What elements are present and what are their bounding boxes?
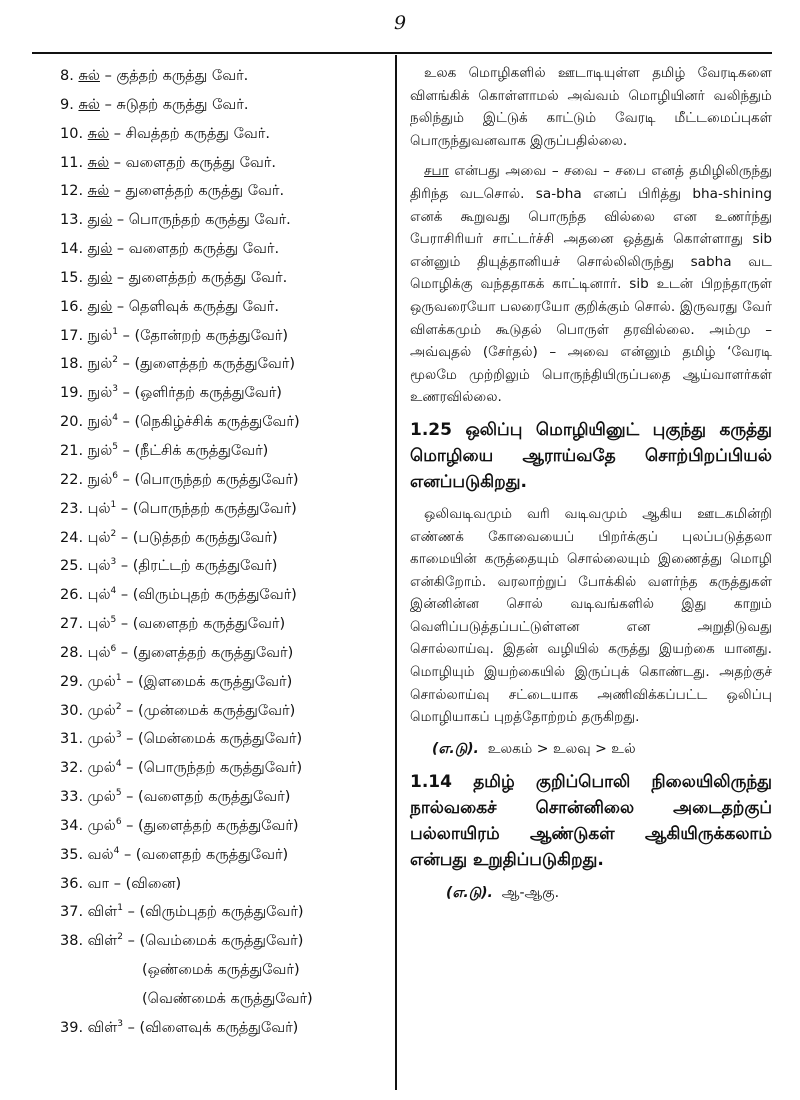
entry-meaning: – (வளைதற் கருத்துவேர்): [126, 789, 291, 806]
entry-superscript: 1: [112, 326, 118, 337]
entry-root: துல்: [87, 212, 113, 229]
entry-number: 20.: [60, 414, 84, 431]
paragraph-2: சபா என்பது அவை – சவை – சபை எனத் தமிழிலிருந்து திரிந்த வடசொல். sa-bha எனப் பிரித்து bha-shining எனக் கூறுவது பொருந்த வில்லை என உணர்ந்து பேராசிரியர் சாட்டர்ச்சி அதனை ஒத்துக் கொள்ளாது sib என்னும் தியுத்தானியச் சொல்லிலிருந்து sabha வட மொழிக்கு வந்ததாகக் காட்டினார். sib உடன் பிறந்தாருள் ஒருவரையோ பலரையோ குறிக்கும் சொல். இருவரது வேர் விளக்கமும் கூடுதல் பொருள் தரவில்லை. அம்மு – அவ்வுதல் (சேர்தல்) – அவை என்னும் தமிழ் ‘வேரடி மூலமே முற்றிலும் பொருந்தியிருப்பதை ஆய்வாளர்கள் உணரவில்லை.: [410, 163, 772, 406]
root-entry: [60, 293, 390, 322]
root-entry: [60, 841, 390, 870]
entry-meaning: – (படுத்தற் கருத்துவேர்): [120, 529, 278, 546]
entry-superscript: 2: [115, 701, 122, 712]
root-entry: [60, 581, 390, 610]
entry-number: 23.: [60, 500, 84, 517]
entry-root: துல்: [87, 298, 113, 315]
entry-number: 19.: [60, 385, 84, 402]
root-entry: [60, 783, 390, 812]
entry-number: 21.: [60, 442, 84, 459]
entry-root: புல்: [87, 500, 111, 517]
entry-meaning: – (இளமைக் கருத்துவேர்): [126, 673, 293, 690]
entry-number: 11.: [60, 154, 84, 171]
underlined-word: சபா: [424, 163, 449, 180]
section-heading-1-14: 1.14 தமிழ் குறிப்பொலி நிலையிலிருந்து நால்வகைச் சொன்னிலை அடைதற்குப் பல்லாயிரம் ஆண்டுகள் ஆகியிருக்கலாம் என்பது உறுதிப்படுகிறது.: [410, 771, 772, 870]
entry-number: 12.: [60, 183, 84, 200]
entry-superscript: 6: [110, 643, 117, 654]
entry-root: நுல்: [87, 327, 113, 344]
entry-continuation: (வெண்மைக் கருத்துவேர்): [142, 991, 313, 1007]
entry-meaning: – (தோன்றற் கருத்துவேர்): [122, 327, 288, 344]
entry-number: 25.: [60, 558, 84, 575]
entry-root: புல்: [87, 616, 111, 633]
entry-root: வல்: [87, 846, 114, 863]
entry-root: முல்: [87, 789, 116, 806]
entry-meaning: – (துளைத்தற் கருத்துவேர்): [120, 644, 294, 661]
entry-root: புல்: [87, 529, 111, 546]
entry-number: 17.: [60, 327, 84, 344]
entry-meaning: – (வளைதற் கருத்துவேர்): [120, 616, 286, 633]
root-entry: [60, 927, 390, 956]
entry-meaning: – (விரும்புதற் கருத்துவேர்): [120, 587, 297, 604]
entry-number: 38.: [60, 933, 84, 950]
root-entry: [60, 898, 390, 927]
entry-meaning: – துளைத்தற் கருத்து வேர்.: [113, 183, 285, 200]
root-entry: [60, 350, 390, 379]
root-entry: [60, 725, 390, 754]
entry-root: வா: [87, 875, 110, 892]
paragraph-1: உலக மொழிகளில் ஊடாடியுள்ள தமிழ் வேரடிகளை விளங்கிக் கொள்ளாமல் அவ்வம் மொழியினர் வலிந்தும் நலிந்தும் இட்டுக் காட்டும் வேரடி மீட்டமைப்புகள் பொருந்துவனவாக இருப்பதில்லை.: [410, 65, 772, 149]
entry-meaning: – (வெம்மைக் கருத்துவேர்): [127, 933, 304, 950]
entry-meaning: – (பொருந்தற் கருத்துவேர்): [126, 760, 303, 777]
entry-meaning: – வளைதற் கருத்து வேர்.: [113, 154, 276, 171]
entry-number: 33.: [60, 789, 84, 806]
entry-meaning: – (மென்மைக் கருத்துவேர்): [126, 731, 303, 748]
root-entry: [60, 697, 390, 726]
entry-meaning: – (பொருந்தற் கருத்துவேர்): [122, 471, 299, 488]
example-2: (எ.டு). ஆ-ஆகு.: [446, 884, 560, 901]
root-entry: [60, 610, 390, 639]
root-entry: [60, 668, 390, 697]
root-entry: [60, 120, 390, 149]
entry-meaning: – (ஒளிர்தற் கருத்துவேர்): [122, 385, 282, 402]
entry-number: 16.: [60, 298, 84, 315]
root-entry: [60, 466, 390, 495]
root-entry: [60, 91, 390, 120]
entry-superscript: 5: [110, 615, 117, 626]
entry-root: துல்: [87, 269, 113, 286]
entry-number: 9.: [60, 96, 74, 113]
root-entry: [60, 870, 390, 899]
root-entry: [60, 639, 390, 668]
entry-meaning: – (பொருந்தற் கருத்துவேர்): [120, 500, 297, 517]
entry-meaning: – (நீட்சிக் கருத்துவேர்): [122, 442, 269, 459]
entry-number: 29.: [60, 673, 84, 690]
entry-root: முல்: [87, 817, 116, 834]
entry-root: நுல்: [87, 442, 113, 459]
entry-root: விள்: [87, 904, 118, 921]
entry-number: 37.: [60, 904, 84, 921]
entry-superscript: 6: [115, 816, 122, 827]
entry-superscript: 5: [112, 441, 118, 452]
root-entry: [60, 206, 390, 235]
entry-number: 15.: [60, 269, 84, 286]
left-column: [60, 62, 390, 1043]
root-entry: [60, 812, 390, 841]
entry-meaning: – (முன்மைக் கருத்துவேர்): [126, 702, 296, 719]
entry-superscript: 1: [115, 672, 122, 683]
entry-number: 30.: [60, 702, 84, 719]
entry-superscript: 4: [112, 413, 118, 424]
entry-number: 22.: [60, 471, 84, 488]
entry-meaning: – குத்தற் கருத்து வேர்.: [104, 68, 249, 84]
entry-meaning: – சிவத்தற் கருத்து வேர்.: [113, 125, 270, 142]
entry-number: 36.: [60, 875, 84, 892]
entry-number: 13.: [60, 212, 84, 229]
entry-number: 18.: [60, 356, 84, 373]
entry-root: விள்: [87, 933, 118, 950]
root-entry: [60, 495, 390, 524]
entry-root: புல்: [87, 587, 111, 604]
entry-root: சுல்: [78, 96, 100, 113]
entry-superscript: 4: [110, 586, 117, 597]
root-entry: [60, 149, 390, 178]
root-entry: [60, 379, 390, 408]
entry-number: 10.: [60, 125, 84, 142]
entry-superscript: 3: [112, 384, 118, 395]
entry-number: 27.: [60, 616, 84, 633]
entry-superscript: 3: [110, 557, 117, 568]
entry-superscript: 4: [113, 845, 120, 856]
right-column: [410, 62, 772, 905]
entry-meaning: – வளைதற் கருத்து வேர்.: [116, 241, 280, 258]
entry-root: சுல்: [87, 154, 110, 171]
paragraph-3: ஒலிவடிவமும் வரி வடிவமும் ஆகிய ஊடகமின்றி எண்ணக் கோவையைப் பிறர்க்குப் புலப்படுத்தலா காமையின் கருத்தையும் சொல்லையும் இணைத்து மொழி என்கிறோம். வரலாற்றுப் போக்கில் வளர்ந்த கருத்துகள் இன்னின்ன சொல் வடிவங்களில் இது காறும் வெளிப்படுத்தப்பட்டுள்ளன என அறுதிடுவது சொல்லாய்வு. இதன் வழியில் கருத்து இயற்கை யானது. மொழியும் இயற்கையில் இருப்புக் கொண்டது. அதற்குச் சொல்லாய்வு சட்டையாக அணிவிக்கப்பட்ட ஒலிப்பு மொழியாகப் புறத்தோற்றம் தருகிறது.: [410, 505, 772, 726]
entry-superscript: 6: [112, 470, 118, 481]
root-entry: [60, 235, 390, 264]
root-entry: [60, 408, 390, 437]
entry-number: 28.: [60, 644, 84, 661]
entry-number: 34.: [60, 817, 84, 834]
top-rule: [32, 52, 772, 54]
entry-root: சுல்: [87, 125, 110, 142]
entry-number: 24.: [60, 529, 84, 546]
entry-continuation: (ஒண்மைக் கருத்துவேர்): [142, 962, 300, 979]
root-entry: [60, 552, 390, 581]
entry-root: நுல்: [87, 385, 113, 402]
column-divider: [395, 55, 397, 1090]
entry-meaning: – (துளைத்தற் கருத்துவேர்): [126, 817, 299, 834]
entry-number: 14.: [60, 241, 84, 258]
root-entry: [60, 524, 390, 553]
entry-meaning: – (நெகிழ்ச்சிக் கருத்துவேர்): [122, 414, 300, 431]
entry-root: விள்: [87, 1019, 118, 1036]
entry-root: சுல்: [78, 68, 100, 84]
root-entry: [60, 62, 390, 91]
entry-number: 31.: [60, 731, 84, 748]
entry-root: நுல்: [87, 471, 113, 488]
entry-root: சுல்: [87, 183, 110, 200]
entry-number: 32.: [60, 760, 84, 777]
entry-meaning: – தெளிவுக் கருத்து வேர்.: [116, 298, 279, 315]
entry-meaning: – (துளைத்தற் கருத்துவேர்): [122, 356, 295, 373]
root-entry: [60, 1014, 390, 1043]
entry-meaning: – (வளைதற் கருத்துவேர்): [123, 846, 289, 863]
page-number: 9: [393, 12, 407, 34]
entry-superscript: 1: [110, 499, 117, 510]
entry-root: முல்: [87, 760, 116, 777]
entry-superscript: 3: [117, 1018, 123, 1029]
root-entry: [60, 322, 390, 351]
example-1: (எ.டு). உலகம் > உலவு > உல்: [432, 740, 636, 757]
entry-root: துல்: [87, 241, 113, 258]
root-entry: [60, 437, 390, 466]
entry-root: முல்: [87, 702, 116, 719]
entry-meaning: – (விரும்புதற் கருத்துவேர்): [127, 904, 304, 921]
entry-superscript: 1: [117, 903, 123, 914]
entry-root: முல்: [87, 673, 116, 690]
root-entry: [60, 754, 390, 783]
root-entry: [60, 264, 390, 293]
entry-meaning: – (வினை): [113, 875, 182, 892]
entry-meaning: – துளைத்தற் கருத்து வேர்.: [116, 269, 288, 286]
entry-superscript: 3: [115, 730, 122, 741]
entry-superscript: 2: [110, 528, 117, 539]
entry-number: 35.: [60, 846, 84, 863]
entry-meaning: – (திரட்டற் கருத்துவேர்): [120, 558, 278, 575]
entry-number: 8.: [60, 68, 74, 84]
entry-number: 26.: [60, 587, 84, 604]
entry-superscript: 5: [115, 788, 122, 799]
entry-superscript: 4: [115, 759, 122, 770]
entry-root: புல்: [87, 644, 111, 661]
section-heading-1-25: 1.25 ஒலிப்பு மொழியினுட் புகுந்து கருத்து மொழியை ஆராய்வதே சொற்பிறப்பியல் எனப்படுகிறது.: [410, 419, 772, 492]
entry-superscript: 2: [112, 355, 118, 366]
entry-root: புல்: [87, 558, 111, 575]
entry-superscript: 2: [117, 932, 123, 943]
entry-meaning: – சுடுதற் கருத்து வேர்.: [104, 96, 249, 113]
entry-root: நுல்: [87, 414, 113, 431]
entry-meaning: – பொருந்தற் கருத்து வேர்.: [116, 212, 291, 229]
entry-root: நுல்: [87, 356, 113, 373]
root-entry: [60, 177, 390, 206]
entry-root: முல்: [87, 731, 116, 748]
entry-meaning: – (விளைவுக் கருத்துவேர்): [127, 1019, 299, 1036]
entry-number: 39.: [60, 1019, 84, 1036]
